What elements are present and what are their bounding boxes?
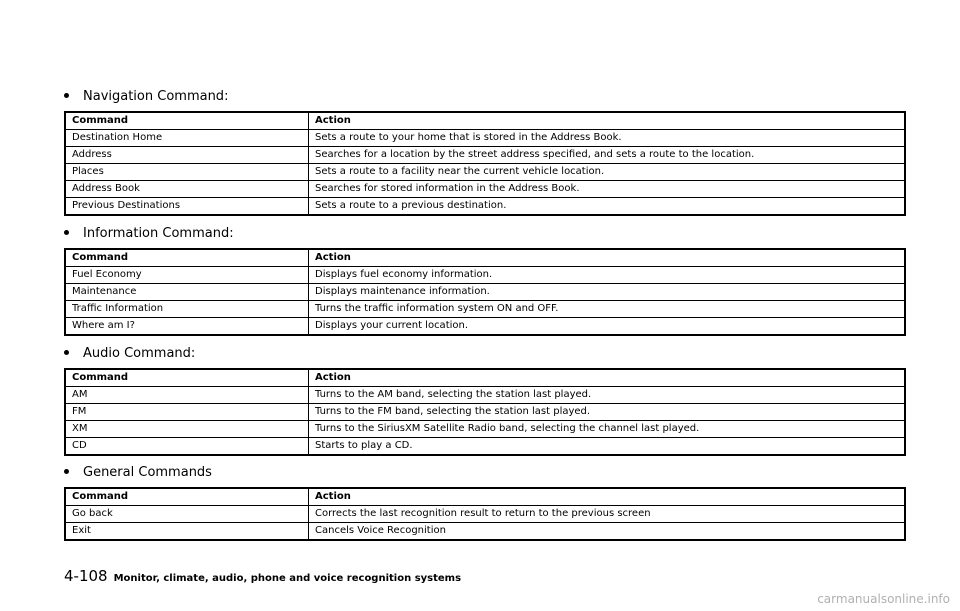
action-cell: Starts to play a CD.	[315, 440, 413, 451]
section-title	[64, 344, 195, 364]
action-cell: Turns to the AM band, selecting the station last played.	[309, 387, 906, 404]
command-cell: FM	[65, 404, 309, 421]
table-row	[65, 506, 905, 523]
action-cell: Displays your current location.	[315, 320, 469, 331]
page-number: 4-108	[64, 567, 108, 585]
table-row	[65, 387, 905, 404]
command-cell: AM	[65, 387, 309, 404]
table-row	[65, 130, 905, 147]
table-row	[65, 404, 905, 421]
section-title-text: General Commands	[83, 465, 212, 480]
table-row	[65, 164, 905, 181]
section-title	[64, 463, 212, 483]
command-cell: Previous Destinations	[65, 198, 309, 216]
action-cell: Sets a route to a previous destination.	[315, 200, 507, 211]
table-row	[65, 198, 905, 216]
table-row	[65, 421, 905, 438]
column-header-command: Command	[65, 369, 309, 387]
table-row	[65, 301, 905, 318]
column-header-command: Command	[65, 488, 309, 506]
section-title-text: Audio Command:	[83, 346, 196, 361]
section-title	[64, 87, 228, 107]
table-header-row	[65, 249, 905, 267]
command-cell: Address Book	[65, 181, 309, 198]
action-cell: Turns the traffic information system ON and OFF.	[309, 301, 906, 318]
action-cell: Displays fuel economy information.	[309, 267, 906, 284]
table-row	[65, 284, 905, 301]
column-header-action: Action	[309, 112, 906, 130]
action-cell: Turns to the SiriusXM Satellite Radio band, selecting the channel last played.	[309, 421, 906, 438]
column-header-action: Action	[309, 249, 906, 267]
action-cell: Corrects the last recognition result to return to the previous screen	[309, 506, 906, 523]
command-table	[64, 248, 906, 336]
command-cell: Fuel Economy	[65, 267, 309, 284]
column-header-command: Command	[65, 249, 309, 267]
command-cell: Places	[65, 164, 309, 181]
table-row	[65, 438, 905, 456]
command-table	[64, 111, 906, 216]
command-cell: Address	[65, 147, 309, 164]
table-row	[65, 523, 905, 541]
action-cell: Displays maintenance information.	[309, 284, 906, 301]
command-cell: XM	[65, 421, 309, 438]
table-row	[65, 318, 905, 336]
column-header-action: Action	[309, 369, 906, 387]
action-cell: Searches for stored information in the Address Book.	[309, 181, 906, 198]
bullet-icon	[64, 93, 69, 98]
chapter-title: Monitor, climate, audio, phone and voice recognition systems	[113, 573, 462, 584]
column-header-command: Command	[65, 112, 309, 130]
command-cell: Traffic Information	[65, 301, 309, 318]
command-table	[64, 368, 906, 456]
bullet-icon	[64, 469, 69, 474]
table-row	[65, 267, 905, 284]
page-footer	[64, 566, 461, 588]
command-cell: Exit	[65, 523, 309, 541]
command-cell: Maintenance	[65, 284, 309, 301]
watermark: carmanualsonline.info	[817, 592, 950, 606]
column-header-action: Action	[309, 488, 906, 506]
section-title-text: Navigation Command:	[83, 89, 229, 104]
command-cell: Where am I?	[65, 318, 309, 336]
table-row	[65, 181, 905, 198]
command-cell: Destination Home	[65, 130, 309, 147]
table-header-row	[65, 488, 905, 506]
section-title-text: Information Command:	[83, 226, 234, 241]
action-cell: Sets a route to your home that is stored in the Address Book.	[309, 130, 906, 147]
command-table	[64, 487, 906, 541]
action-cell: Sets a route to a facility near the current vehicle location.	[309, 164, 906, 181]
table-row	[65, 147, 905, 164]
bullet-icon	[64, 230, 69, 235]
command-cell: CD	[65, 438, 309, 456]
table-header-row	[65, 112, 905, 130]
action-cell: Turns to the FM band, selecting the station last played.	[309, 404, 906, 421]
action-cell: Searches for a location by the street address specified, and sets a route to the location.	[309, 147, 906, 164]
action-cell: Cancels Voice Recognition	[315, 525, 446, 536]
table-header-row	[65, 369, 905, 387]
section-title	[64, 224, 234, 244]
bullet-icon	[64, 350, 69, 355]
command-cell: Go back	[65, 506, 309, 523]
